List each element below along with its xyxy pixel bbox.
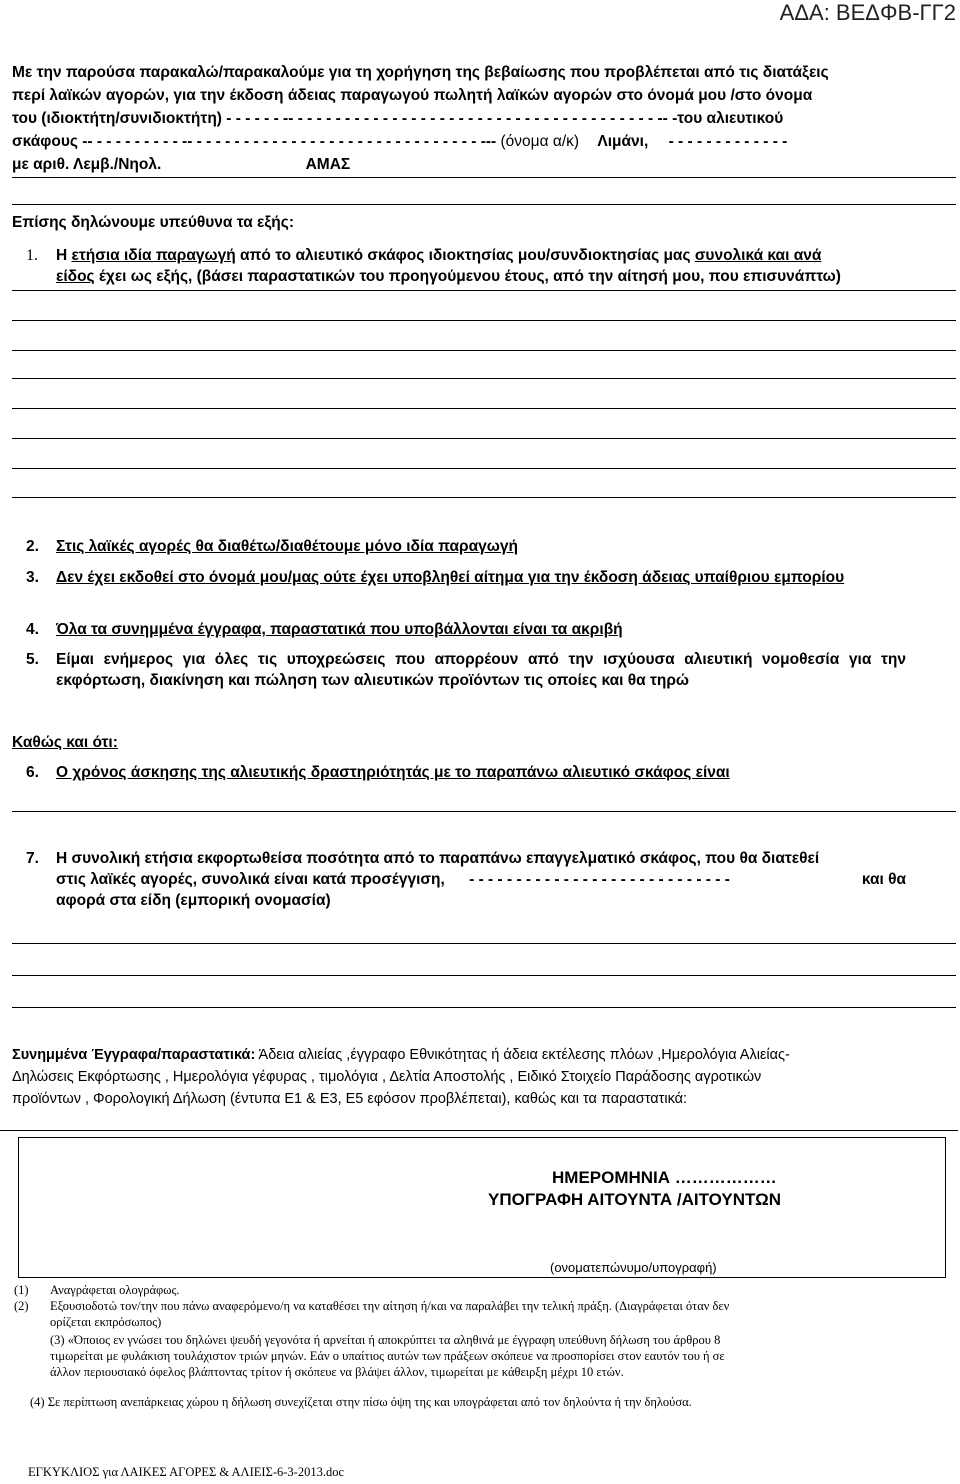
document-code: ΑΔΑ: ΒΕΔΦΒ-ΓΓ2 (779, 0, 956, 25)
item-2-number: 2. (26, 538, 39, 555)
quantity-dash-field[interactable]: - - - - - - - - - - - - - - - - - - - - - - - - - - - - (469, 871, 730, 888)
intro-line-5 (12, 153, 350, 177)
production-line-6[interactable] (12, 438, 956, 439)
also-heading: Καθώς και ότι: (12, 734, 118, 751)
owner-dash-field[interactable]: του (ιδιοκτήτη/συνιδιοκτήτη) - - - - - - -- - - - - - - - - - - - - - - - - - - - - - - - - - - - - - - - - - - - - - - (12, 110, 654, 127)
signature-title: ΥΠΟΓΡΑΦΗ ΑΙΤΟΥΝΤΑ /ΑΙΤΟΥΝΤΩΝ (488, 1190, 781, 1209)
item-2-text: Στις λαϊκές αγορές θα διαθέτω/διαθέτουμε μόνο ιδία παραγωγή (56, 538, 518, 555)
item-4-number: 4. (26, 621, 39, 638)
production-line-8[interactable] (12, 497, 956, 498)
production-line-2[interactable] (12, 320, 956, 321)
vessel-dash-field[interactable]: σκάφους -- - - - - - - - - - -- - - - - - - - - - - - - - - - - - - - - - - - - - - - - - - --- (12, 133, 497, 150)
production-line-1[interactable] (12, 290, 956, 291)
production-line-5[interactable] (12, 408, 956, 409)
item-7-line-1: Η συνολική ετήσια εκφορτωθείσα ποσότητα από το παραπάνω επαγγελματικό σκάφος, που θα διατεθεί (56, 850, 820, 867)
item-5-text: Είμαι ενήμερος για όλες τις υποχρεώσεις που απορρέουν από την ισχύουσα αλιευτική νομοθεσία για την εκφόρτωση, διακίνηση και πώληση των αλιευτικών προϊόντων τις οποίες και θα τηρώ (56, 651, 906, 689)
registry-line[interactable] (12, 177, 956, 178)
item-5 (26, 649, 906, 691)
footnote-3-line-1: (3) «Όποιος εν γνώσει του δηλώνει ψευδή γεγονότα ή αρνείται ή αποκρύπτει τα αληθινά με έγγραφη υπεύθυνη δήλωση του άρθρου 8 (50, 1333, 721, 1347)
item-2 (26, 536, 906, 557)
item-6-number: 6. (26, 764, 39, 781)
item-1-text-f: έχει ως εξής, (βάσει παραστατικών του προηγούμενου έτους, από την αίτησή μου, που επισυνάπτω) (94, 268, 841, 285)
item-6-text: Ο χρόνος άσκησης της αλιευτικής δραστηριότητάς με το παραπάνω αλιευτικό σκάφος είναι (56, 764, 730, 781)
footnote-2-line-1: Εξουσιοδοτώ τον/την που πάνω αναφερόμενο/η να καταθέσει την αίτηση ή/και να παραλάβει την τελική πράξη. (Διαγράφεται όταν δεν (50, 1299, 730, 1313)
activity-time-line[interactable] (12, 811, 956, 812)
registry-number-label: με αριθ. Λεμβ./Νηολ. (12, 156, 162, 173)
attachments-line-2: Δηλώσεις Εκφόρτωσης , Ημερολόγια γέφυρας , τιμολόγια , Δελτία Αποστολής , Ειδικό Στοιχείο Παράδοσης αγροτικών (12, 1069, 762, 1085)
intro-line-2: περί λαϊκών αγορών, για την έκδοση άδειας παραγωγού πωλητή λαϊκών αγορών στο όνομά μου /στο όνομα (12, 87, 813, 104)
item-3 (26, 567, 906, 588)
amas-label: ΑΜΑΣ (305, 156, 351, 173)
species-line-3[interactable] (12, 1007, 956, 1008)
attachments-line[interactable] (0, 1130, 958, 1131)
declare-heading: Επίσης δηλώνουμε υπεύθυνα τα εξής: (12, 214, 294, 231)
vessel-name-hint: (όνομα α/κ) (500, 133, 580, 150)
production-line-4[interactable] (12, 378, 956, 379)
species-line-2[interactable] (12, 975, 956, 976)
signature-box[interactable] (18, 1137, 946, 1278)
attachments-label: Συνημμένα Έγγραφα/παραστατικά: (12, 1047, 256, 1063)
production-line-7[interactable] (12, 468, 956, 469)
footnote-3-line-2: τιμωρείται με φυλάκιση τουλάχιστον τριών μηνών. Εάν ο υπαίτιος αυτών των πράξεων σκόπευε να προσπορίσει στον εαυτόν του ή σε (50, 1349, 725, 1363)
item-1-text-b: ετήσια ιδία παραγωγή (71, 247, 236, 264)
document-footer: ΕΓΚΥΚΛΙΟΣ για ΛΑΙΚΕΣ ΑΓΟΡΕΣ & ΑΛΙΕΙΣ-6-3-2013.doc (28, 1465, 345, 1479)
species-line-1[interactable] (12, 943, 956, 944)
item-4 (26, 619, 906, 640)
port-label: Λιμάνι, (597, 133, 649, 150)
item-1 (26, 245, 906, 287)
item-7 (26, 848, 906, 911)
separator-line (12, 204, 956, 205)
item-5-number: 5. (26, 651, 39, 668)
intro-line-3 (12, 107, 783, 131)
item-7-line-2 (56, 869, 906, 890)
port-dash-field[interactable]: - - - - - - - - - - - - - (668, 133, 788, 150)
footnote-3-line-3: άλλον περιουσιακό όφελος βλάπτοντας τρίτον ή σκόπευε να βλάψει άλλον, τιμωρείται με κάθειρξη μέχρι 10 ετών. (50, 1365, 624, 1379)
attachments-line-3: προϊόντων , Φορολογική Δήλωση (έντυπα Ε1 & Ε3, Ε5 εφόσον προβλέπεται), καθώς και τα παραστατικά: (12, 1091, 688, 1107)
footnote-2-number: (2) (14, 1299, 29, 1313)
item-7-line-2-text: στις λαϊκές αγορές, συνολικά είναι κατά προσέγγιση, (56, 871, 445, 888)
attachments-line-1: Άδεια αλιείας ,έγγραφο Εθνικότητας ή άδεια εκτέλεσης πλόων ,Ημερολόγια Αλιείας- (255, 1047, 790, 1063)
item-1-text-e: είδος (56, 268, 95, 285)
production-line-3[interactable] (12, 350, 956, 351)
footnote-2-line-2: ορίζεται εκπρόσωπος) (50, 1315, 162, 1329)
item-3-text: Δεν έχει εκδοθεί στο όνομά μου/μας ούτε έχει υποβληθεί αίτημα για την έκδοση άδειας υπαίθριου εμπορίου (56, 569, 845, 586)
intro-line-1: Με την παρούσα παρακαλώ/παρακαλούμε για τη χορήγηση της βεβαίωσης που προβλέπεται από τις διατάξεις (12, 64, 829, 81)
footnote-1: Αναγράφεται ολογράφως. (50, 1283, 180, 1297)
attachments-block (12, 1044, 952, 1110)
signature-date: ΗΜΕΡΟΜΗΝΙΑ ……………… (552, 1168, 777, 1187)
intro-line-3-end: -- -του αλιευτικού (657, 110, 784, 127)
item-1-number: 1. (26, 247, 38, 264)
item-1-text-d: συνολικά και ανά (694, 247, 822, 264)
item-1-text-c: από το αλιευτικό σκάφος ιδιοκτησίας μου/συνδιοκτησίας μας (235, 247, 695, 264)
intro-line-4 (12, 130, 787, 154)
footnote-1-number: (1) (14, 1283, 29, 1297)
item-1-text-a: Η (56, 247, 72, 264)
item-4-text: Όλα τα συνημμένα έγγραφα, παραστατικά που υποβάλλονται είναι τα ακριβή (56, 621, 623, 638)
item-7-number: 7. (26, 850, 39, 867)
footnote-4: (4) Σε περίπτωση ανεπάρκειας χώρου η δήλωση συνεχίζεται στην πίσω όψη της και υπογράφεται από τον δηλούντα ή την δηλούσα. (30, 1395, 692, 1409)
item-3-number: 3. (26, 569, 39, 586)
item-7-line-2-end: και θα (861, 871, 906, 888)
item-6 (26, 762, 906, 783)
item-7-line-3: αφορά στα είδη (εμπορική ονομασία) (56, 892, 331, 909)
signature-note: (ονοματεπώνυμο/υπογραφή) (550, 1260, 717, 1275)
